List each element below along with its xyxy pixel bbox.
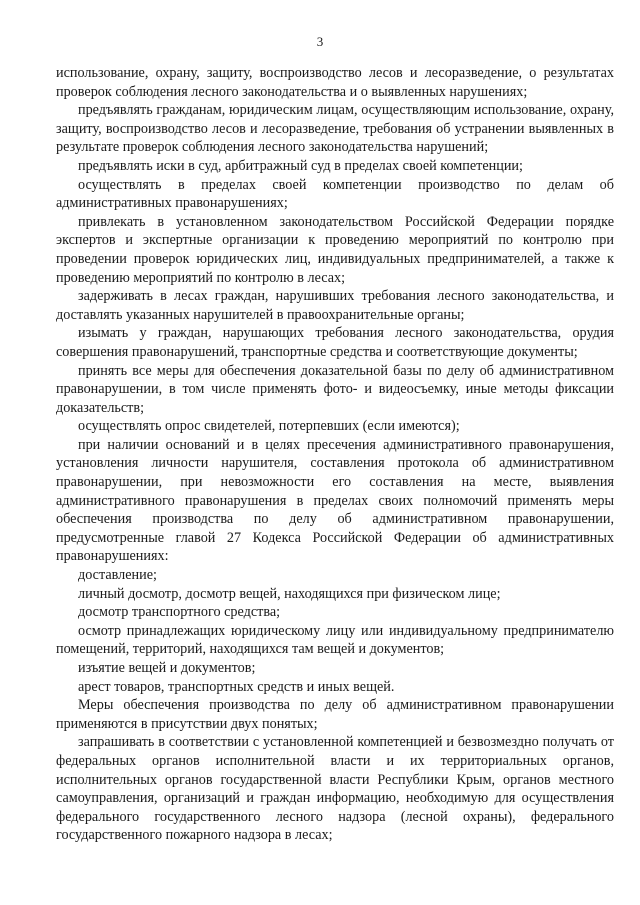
page-number: 3: [316, 34, 324, 49]
paragraph: предъявлять гражданам, юридическим лицам, осуществляющим использование, охрану, защиту, воспроизводство лесов и лесоразведение, требования об устранении выявленных в результате проверок соблюдения лесного законодательства нарушений;: [56, 102, 614, 156]
paragraph: задерживать в лесах граждан, нарушивших требования лесного законодательства, и доставлять указанных нарушителей в правоохранительные органы;: [56, 288, 614, 323]
paragraph: личный досмотр, досмотр вещей, находящихся при физическом лице;: [78, 585, 501, 602]
paragraph: изымать у граждан, нарушающих требования лесного законодательства, орудия совершения правонарушений, транспортные средства и соответствующие документы;: [56, 325, 614, 360]
paragraph: использование, охрану, защиту, воспроизводство лесов и лесоразведение, о результатах проверок соблюдения лесного законодательства и о выявленных нарушениях;: [56, 65, 614, 100]
paragraph: осуществлять в пределах своей компетенции производство по делам об административных правонарушениях;: [56, 176, 614, 212]
paragraph: принять все меры для обеспечения доказательной базы по делу об административном правонарушении, в том числе применять фото- и видеосъемку, иные методы фиксации доказательств;: [56, 362, 614, 416]
paragraph: осуществлять опрос свидетелей, потерпевших (если имеются);: [78, 418, 460, 435]
paragraph: Меры обеспечения производства по делу об административном правонарушении применяются в присутствии двух понятых;: [56, 697, 614, 732]
paragraph: доставление;: [78, 567, 157, 584]
paragraph: при наличии оснований и в целях пресечения административного правонарушения, установления личности нарушителя, составления протокола об административном правонарушении, при невозможности его составления на месте, выявления административного правонарушения в пределах своих полномочий применять меры обеспечения производства по делу об административном правонарушении, предусмотренные главой 27 Кодекса Российской Федерации об административных правонарушениях:: [56, 436, 614, 565]
paragraph: предъявлять иски в суд, арбитражный суд в пределах своей компетенции;: [78, 157, 523, 174]
document-body: [56, 64, 614, 845]
paragraph: арест товаров, транспортных средств и иных вещей.: [78, 678, 395, 695]
paragraph: привлекать в установленном законодательством Российской Федерации порядке экспертов и экспертные организации к проведению мероприятий по контролю при проведении проверок юридических лиц, индивидуальных предпринимателей, а также к проведению мероприятий по контролю в лесах;: [56, 213, 614, 286]
paragraph: изъятие вещей и документов;: [78, 660, 256, 676]
paragraph: осмотр принадлежащих юридическому лицу или индивидуальному предпринимателю помещений, территорий, находящихся там вещей и документов;: [56, 622, 614, 658]
paragraph: досмотр транспортного средства;: [78, 604, 281, 621]
paragraph: запрашивать в соответствии с установленной компетенцией и безвозмездно получать от федеральных органов исполнительной власти и их территориальных органов, исполнительных органов государственной власти Республики Крым, органов местного самоуправления, организаций и граждан информацию, необходимую для осуществления федерального государственного лесного надзора (лесной охраны), федерального государственного пожарного надзора в лесах;: [56, 734, 614, 844]
